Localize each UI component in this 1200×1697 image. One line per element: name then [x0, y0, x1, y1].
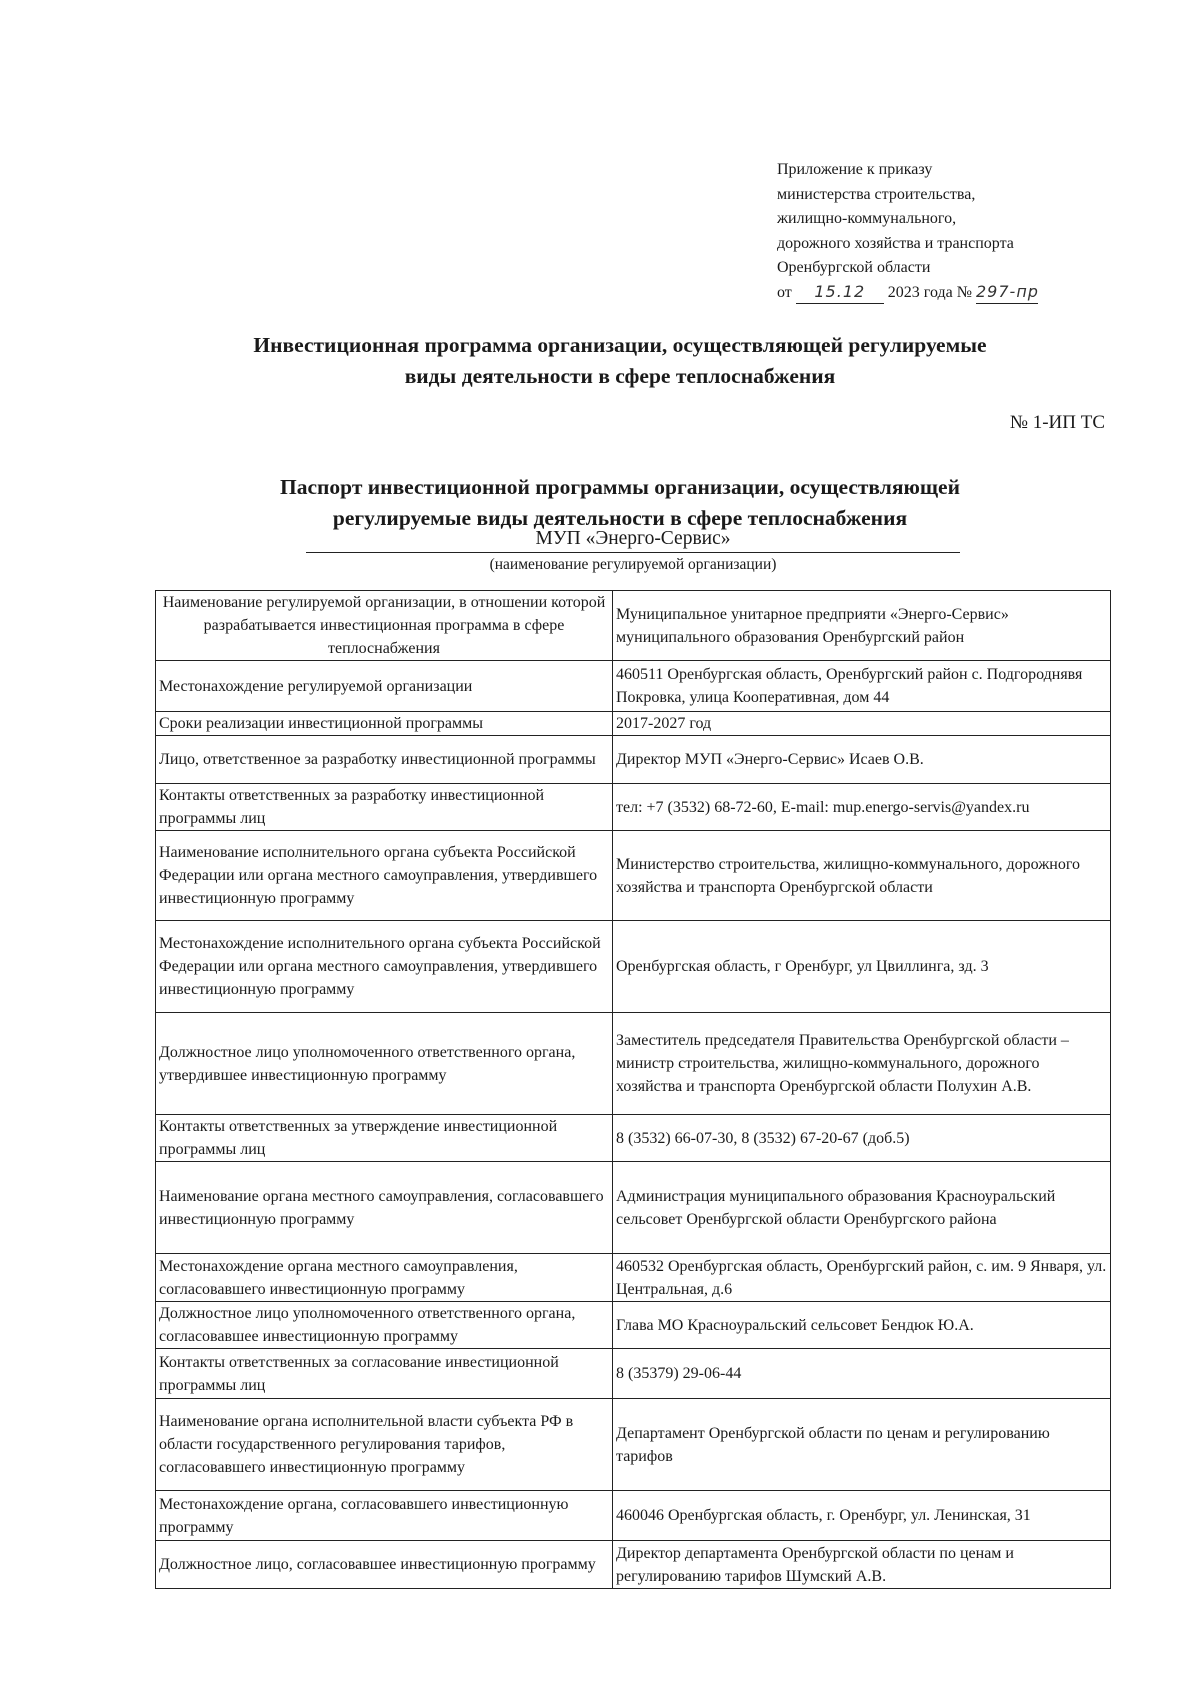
passport-table	[155, 590, 1111, 1589]
row-label: Должностное лицо, согласовавшее инвестиционную программу	[156, 1541, 613, 1589]
row-value: Глава МО Красноуральский сельсовет Бендюк Ю.А.	[613, 1302, 1111, 1349]
table-row	[156, 921, 1111, 1013]
table-row	[156, 1491, 1111, 1541]
annex-line: министерства строительства,	[777, 185, 976, 203]
row-value: 460532 Оренбургская область, Оренбургский район, с. им. 9 Января, ул. Центральная, д.6	[613, 1254, 1111, 1302]
row-label: Контакты ответственных за разработку инвестиционной программы лиц	[156, 784, 613, 831]
table-row	[156, 1115, 1111, 1162]
row-label: Местонахождение регулируемой организации	[156, 661, 613, 712]
row-value: Директор департамента Оренбургской области по ценам и регулированию тарифов Шумский А.В.	[613, 1541, 1111, 1589]
row-value: 460046 Оренбургская область, г. Оренбург, ул. Ленинская, 31	[613, 1491, 1111, 1541]
row-value: 8 (35379) 29-06-44	[613, 1349, 1111, 1399]
row-label: Наименование исполнительного органа субъекта Российской Федерации или органа местного самоуправления, утвердившего инвестиционную программу	[156, 831, 613, 921]
annex-line: Оренбургской области	[777, 259, 931, 276]
row-label: Должностное лицо уполномоченного ответственного органа, утвердившее инвестиционную программу	[156, 1013, 613, 1115]
document-title: Инвестиционная программа организации, осуществляющей регулируемые виды деятельности в сфере теплоснабжения	[253, 333, 987, 388]
table-row	[156, 1399, 1111, 1491]
table-row	[156, 784, 1111, 831]
year-text: 2023 года №	[887, 283, 972, 301]
date-prefix: от	[777, 283, 792, 301]
table-row	[156, 1013, 1111, 1115]
table-row	[156, 712, 1111, 736]
annex-header	[777, 158, 1107, 305]
annex-line: Приложение к приказу	[777, 161, 933, 178]
table-row	[156, 831, 1111, 921]
table-row	[156, 1541, 1111, 1589]
table-row	[156, 1302, 1111, 1349]
row-label: Сроки реализации инвестиционной программы	[156, 712, 613, 736]
table-row	[156, 1162, 1111, 1254]
row-label: Наименование регулируемой организации, в отношении которой разрабатывается инвестиционная программа в сфере теплоснабжения	[156, 591, 613, 661]
row-value: Муниципальное унитарное предприяти «Энерго-Сервис» муниципального образования Оренбургский район	[613, 591, 1111, 661]
row-label: Лицо, ответственное за разработку инвестиционной программы	[156, 736, 613, 784]
row-value: тел: +7 (3532) 68-72-60, E-mail: mup.energo-servis@yandex.ru	[613, 784, 1111, 831]
row-label: Наименование органа исполнительной власти субъекта РФ в области государственного регулирования тарифов, согласовавшего инвестиционную программу	[156, 1399, 613, 1491]
table-row	[156, 591, 1111, 661]
row-value: Министерство строительства, жилищно-коммунального, дорожного хозяйства и транспорта Оренбургской области	[613, 831, 1111, 921]
row-value: Директор МУП «Энерго-Сервис» Исаев О.В.	[613, 736, 1111, 784]
row-label: Местонахождение органа местного самоуправления, согласовавшего инвестиционную программу	[156, 1254, 613, 1302]
row-label: Местонахождение исполнительного органа субъекта Российской Федерации или органа местного самоуправления, утвердившего инвестиционную программу	[156, 921, 613, 1013]
table-row	[156, 1349, 1111, 1399]
table-row	[156, 1254, 1111, 1302]
row-label: Контакты ответственных за утверждение инвестиционной программы лиц	[156, 1115, 613, 1162]
row-value: Оренбургская область, г Оренбург, ул Цвиллинга, зд. 3	[613, 921, 1111, 1013]
organization-name-caption: (наименование регулируемой организации)	[489, 556, 777, 573]
row-label: Контакты ответственных за согласование инвестиционной программы лиц	[156, 1349, 613, 1399]
row-label: Должностное лицо уполномоченного ответственного органа, согласовавшее инвестиционную программу	[156, 1302, 613, 1349]
document-number: № 1-ИП ТС	[1009, 412, 1105, 433]
row-label: Местонахождение органа, согласовавшего инвестиционную программу	[156, 1491, 613, 1541]
passport-title: Паспорт инвестиционной программы организации, осуществляющей регулируемые виды деятельности в сфере теплоснабжения	[280, 475, 960, 530]
row-value: 460511 Оренбургская область, Оренбургский район с. Подгороднявя Покровка, улица Кооперативная, дом 44	[613, 661, 1111, 712]
table-row	[156, 736, 1111, 784]
row-label: Наименование органа местного самоуправления, согласовавшего инвестиционную программу	[156, 1162, 613, 1254]
table-row	[156, 661, 1111, 712]
row-value: Департамент Оренбургской области по ценам и регулированию тарифов	[613, 1399, 1111, 1491]
handwritten-number: 297-пр	[976, 281, 1039, 301]
row-value: Заместитель председателя Правительства Оренбургской области – министр строительства, жилищно-коммунального, дорожного хозяйства и транспорта Оренбургской области Полухин А.В.	[613, 1013, 1111, 1115]
row-value: 8 (3532) 66-07-30, 8 (3532) 67-20-67 (доб.5)	[613, 1115, 1111, 1162]
annex-line: дорожного хозяйства и транспорта	[777, 234, 1014, 252]
annex-line: жилищно-коммунального,	[777, 210, 957, 227]
organization-name: МУП «Энерго-Сервис»	[306, 526, 960, 553]
row-value: Администрация муниципального образования Красноуральский сельсовет Оренбургской области Оренбургского района	[613, 1162, 1111, 1254]
handwritten-date: 15.12	[814, 281, 866, 301]
row-value: 2017-2027 год	[613, 712, 1111, 736]
annex-date-line	[777, 281, 1107, 306]
